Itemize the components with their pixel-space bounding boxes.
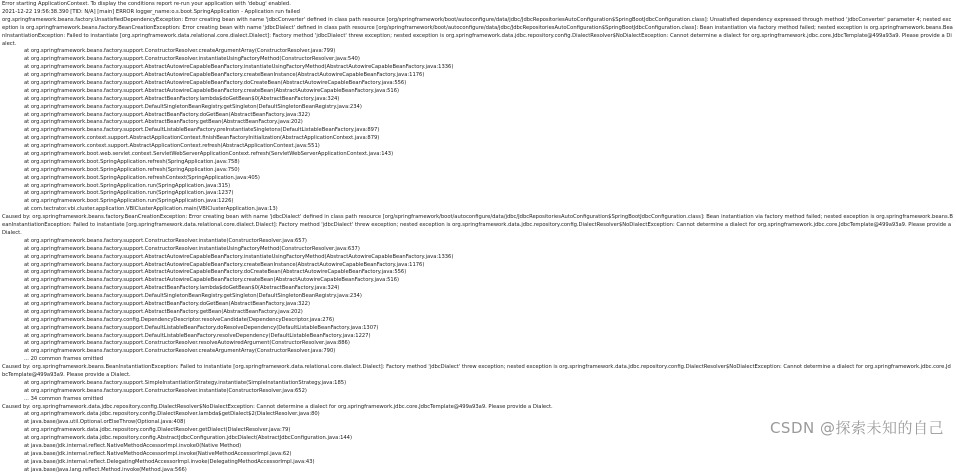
stack-frame-line: at org.springframework.beans.factory.support.DefaultListableBeanFactory.preInstantiateSingletons(DefaultListableBeanFactory.java:897) (24, 127, 380, 134)
stack-frame-line: at org.springframework.beans.factory.support.DefaultListableBeanFactory.doResolveDependency(DefaultListableBeanFactory.java:1307) (24, 324, 379, 331)
stack-frame-line: at org.springframework.beans.factory.support.AbstractAutowireCapableBeanFactory.createBeanInstance(AbstractAutowireCapableBeanFactory.java:1176) (24, 261, 425, 268)
stack-frame-line: ... 20 common frames omitted (24, 356, 104, 363)
stack-frame-line: at org.springframework.boot.SpringApplication.refreshContext(SpringApplication.java:405) (24, 174, 260, 181)
stack-frame-line: at org.springframework.beans.factory.support.AbstractAutowireCapableBeanFactory.createBean(AbstractAutowireCapableBeanFactory.java:516) (24, 277, 400, 284)
stack-frame-line: at org.springframework.boot.SpringApplication.refresh(SpringApplication.java:750) (24, 166, 240, 173)
stack-frame-line: at org.springframework.beans.factory.support.AbstractBeanFactory.lambda$doGetBean$0(AbstractBeanFactory.java:324) (24, 285, 340, 292)
stack-frame-line: at org.springframework.beans.factory.support.ConstructorResolver.resolveAutowiredArgument(ConstructorResolver.java:886) (24, 340, 350, 347)
log-output (2, 1, 954, 475)
stack-frame-line: at org.springframework.boot.SpringApplication.run(SpringApplication.java:315) (24, 182, 231, 189)
stack-frame-line: at org.springframework.beans.factory.support.AbstractBeanFactory.doGetBean(AbstractBeanFactory.java:322) (24, 111, 310, 118)
log-line: 2021-12-22 19:56:38.390 [TID: N/A] [main] ERROR logger_name:o.s.boot.SpringApplication - Application run failed (2, 8, 300, 15)
stack-frame-line: at org.springframework.beans.factory.support.AbstractAutowireCapableBeanFactory.instantiateUsingFactoryMethod(AbstractAutowireCapableBeanFactory.java:1336) (24, 64, 454, 71)
stack-frame-line: at org.springframework.beans.factory.support.DefaultSingletonBeanRegistry.getSingleton(DefaultSingletonBeanRegistry.java:234) (24, 293, 362, 300)
stack-frame-line: at org.springframework.boot.SpringApplication.run(SpringApplication.java:1226) (24, 198, 234, 205)
stack-frame-line: at org.springframework.context.support.AbstractApplicationContext.finishBeanFactoryInitialization(AbstractApplicationContext.java:879) (24, 135, 380, 142)
stack-frame-line: at org.springframework.beans.factory.support.ConstructorResolver.instantiate(ConstructorResolver.java:652) (24, 387, 307, 394)
stack-frame-line: at org.springframework.beans.factory.support.AbstractAutowireCapableBeanFactory.createBeanInstance(AbstractAutowireCapableBeanFactory.java:1176) (24, 72, 425, 79)
stack-frame-line: at org.springframework.beans.factory.support.DefaultListableBeanFactory.resolveDependency(DefaultListableBeanFactory.java:1227) (24, 332, 371, 339)
stack-frame-line: at org.springframework.beans.factory.support.DefaultSingletonBeanRegistry.getSingleton(DefaultSingletonBeanRegistry.java:234) (24, 103, 362, 110)
stack-frame-line: at java.base/jdk.internal.reflect.NativeMethodAccessorImpl.invoke(NativeMethodAccessorImpl.java:62) (24, 450, 292, 457)
stack-frame-line: at org.springframework.beans.factory.support.AbstractAutowireCapableBeanFactory.doCreateBean(AbstractAutowireCapableBeanFactory.java:556) (24, 269, 407, 276)
stack-frame-line: at org.springframework.boot.SpringApplication.refresh(SpringApplication.java:758) (24, 158, 240, 165)
stack-frame-line: at org.springframework.boot.web.servlet.context.ServletWebServerApplicationContext.refresh(ServletWebServerApplicationContext.java:143) (24, 150, 394, 157)
stack-frame-line: at org.springframework.beans.factory.support.AbstractBeanFactory.doGetBean(AbstractBeanFactory.java:322) (24, 300, 310, 307)
log-line: Error starting ApplicationContext. To display the conditions report re-run your application with 'debug' enabled. (2, 1, 291, 7)
stack-frame-line: at com.tectrator.vbi.cluster.application.VBIClusterApplication.main(VBIClusterApplication.java:13) (24, 206, 278, 213)
stack-frame-line: at java.base/java.lang.reflect.Method.invoke(Method.java:566) (24, 466, 187, 473)
stack-frame-line: at org.springframework.beans.factory.support.AbstractAutowireCapableBeanFactory.instantiateUsingFactoryMethod(AbstractAutowireCapableBeanFactory.java:1336) (24, 253, 454, 260)
stack-frame-line: at org.springframework.beans.factory.support.AbstractBeanFactory.getBean(AbstractBeanFactory.java:202) (24, 308, 303, 315)
stack-frame-line: at org.springframework.beans.factory.support.ConstructorResolver.createArgumentArray(ConstructorResolver.java:790) (24, 348, 336, 355)
log-line: org.springframework.beans.factory.UnsatisfiedDependencyException: Error creating bean with name 'jdbcConverter' defined in class path resource [org/springframework/boot/autoconfigure/data/jdbc/JdbcRepositoriesAutoConfiguration$SpringBootJdbcConfiguration.class]: Unsatisfied dependency expressed through method 'jdbcConverter' parameter 4; nested exception is org.springframework.beans.factory.BeanCreationException: Error creating bean with name 'jdbcDialect' defined in class path resource [org/springframework/boot/autoconfigure/data/jdbc/JdbcRepositoriesAutoConfiguration$SpringBootJdbcConfiguration.class]: Bean instantiation via factory method failed; nested exception is org.springframework.beans.BeanInstantiationException: Failed to instantiate [org.springframework.data.relational.core.dialect.Dialect]: Factory method 'jdbcDialect' threw exception; nested exception is org.springframework.data.jdbc.repository.config.DialectResolver$NoDialectException: Cannot determine a dialect for org.springframework.jdbc.core.JdbcTemplate@499a93a9. Please provide a Dialect. (2, 16, 953, 47)
stack-frame-line: at java.base/java.util.Optional.orElseThrow(Optional.java:408) (24, 419, 186, 426)
csdn-watermark: CSDN @探索未知的自己 (769, 419, 944, 437)
stack-frame-line: at org.springframework.data.jdbc.repository.config.DialectResolver.lambda$getDialect$2(DialectResolver.java:80) (24, 411, 320, 418)
stack-frame-line: at org.springframework.beans.factory.support.AbstractAutowireCapableBeanFactory.createBean(AbstractAutowireCapableBeanFactory.java:516) (24, 87, 400, 94)
stack-frame-line: at org.springframework.data.jdbc.repository.config.DialectResolver.getDialect(DialectResolver.java:79) (24, 427, 291, 434)
stack-frame-line: at org.springframework.data.jdbc.repository.config.AbstractJdbcConfiguration.jdbcDialect(AbstractJdbcConfiguration.java:144) (24, 435, 353, 442)
stack-frame-line: at org.springframework.beans.factory.support.ConstructorResolver.createArgumentArray(ConstructorResolver.java:799) (24, 48, 336, 55)
stack-frame-line: at org.springframework.beans.factory.support.ConstructorResolver.instantiateUsingFactoryMethod(ConstructorResolver.java:637) (24, 245, 360, 252)
log-line: Caused by: org.springframework.beans.factory.BeanCreationException: Error creating bean with name 'jdbcDialect' defined in class path resource [org/springframework/boot/autoconfigure/data/jdbc/JdbcRepositoriesAutoConfiguration$SpringBootJdbcConfiguration.class]: Bean instantiation via factory method failed; nested exception is org.springframework.beans.BeanInstantiationException: Failed to instantiate [org.springframework.data.relational.core.dialect.Dialect]: Factory method 'jdbcDialect' threw exception; nested exception is org.springframework.data.jdbc.repository.config.DialectResolver$NoDialectException: Cannot determine a dialect for org.springframework.jdbc.core.JdbcTemplate@499a93a9. Please provide a Dialect. (2, 214, 953, 236)
log-line: Caused by: org.springframework.beans.BeanInstantiationException: Failed to instantiate [org.springframework.data.relational.core.dialect.Dialect]: Factory method 'jdbcDialect' threw exception; nested exception is org.springframework.data.jdbc.repository.config.DialectResolver$NoDialectException: Cannot determine a dialect for org.springframework.jdbc.core.JdbcTemplate@499a93a9. Please provide a Dialect. (2, 364, 951, 378)
stack-frame-line: at org.springframework.beans.factory.support.AbstractBeanFactory.lambda$doGetBean$0(AbstractBeanFactory.java:324) (24, 95, 340, 102)
stack-frame-line: at org.springframework.beans.factory.config.DependencyDescriptor.resolveCandidate(DependencyDescriptor.java:276) (24, 316, 335, 323)
stack-frame-line: at java.base/jdk.internal.reflect.NativeMethodAccessorImpl.invoke0(Native Method) (24, 443, 242, 450)
log-line: Caused by: org.springframework.data.jdbc.repository.config.DialectResolver$NoDialectException: Cannot determine a dialect for org.springframework.jdbc.core.JdbcTemplate@499a93a9. Please provide a Dialect. (2, 403, 553, 410)
stack-frame-line: at org.springframework.context.support.AbstractApplicationContext.refresh(AbstractApplicationContext.java:551) (24, 143, 320, 150)
stack-frame-line: at org.springframework.beans.factory.support.AbstractBeanFactory.getBean(AbstractBeanFactory.java:202) (24, 119, 303, 126)
stack-frame-line: at org.springframework.beans.factory.support.ConstructorResolver.instantiateUsingFactoryMethod(ConstructorResolver.java:540) (24, 56, 360, 63)
stack-frame-line: at org.springframework.beans.factory.support.ConstructorResolver.instantiate(ConstructorResolver.java:657) (24, 237, 307, 244)
stack-frame-line: at java.base/jdk.internal.reflect.DelegatingMethodAccessorImpl.invoke(DelegatingMethodAccessorImpl.java:43) (24, 458, 315, 465)
stack-frame-line: at org.springframework.beans.factory.support.AbstractAutowireCapableBeanFactory.doCreateBean(AbstractAutowireCapableBeanFactory.java:556) (24, 79, 407, 86)
stack-frame-line: at org.springframework.beans.factory.support.SimpleInstantiationStrategy.instantiate(SimpleInstantiationStrategy.java:185) (24, 379, 347, 386)
stack-frame-line: at org.springframework.boot.SpringApplication.run(SpringApplication.java:1237) (24, 190, 234, 197)
stack-frame-line: ... 34 common frames omitted (24, 395, 104, 402)
